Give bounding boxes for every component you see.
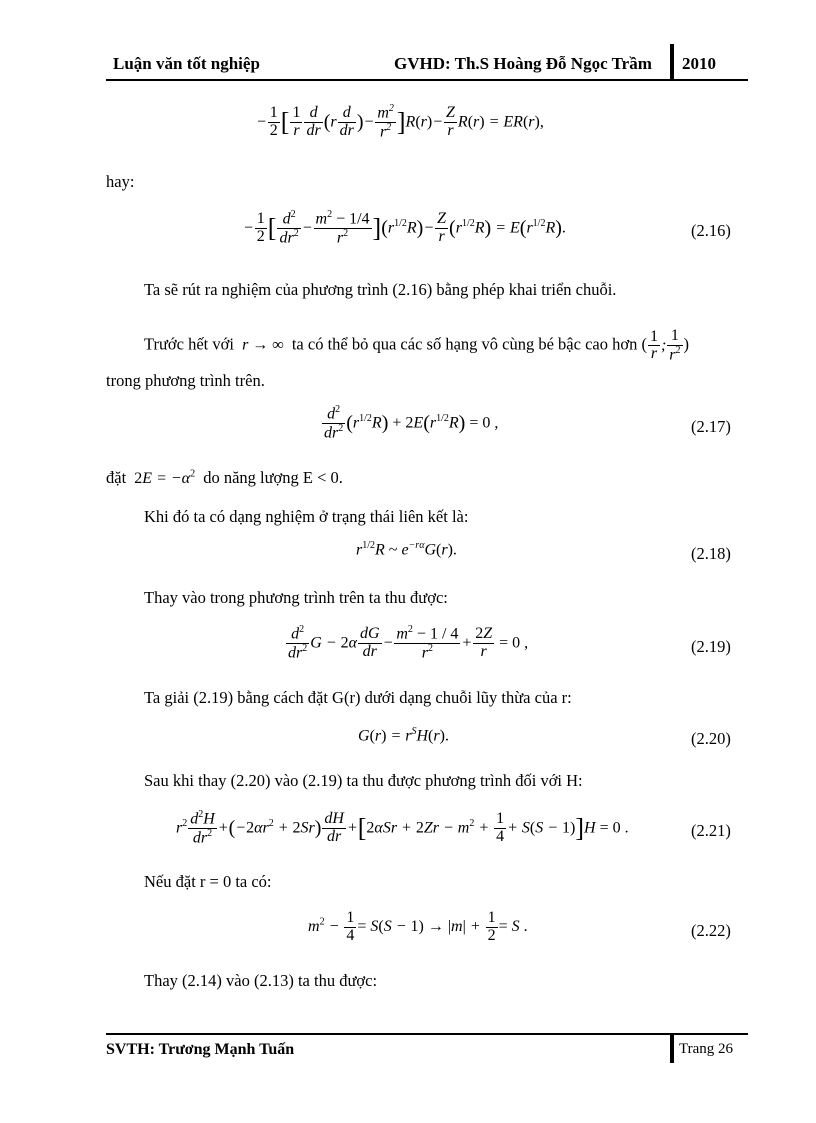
paragraph: Ta giải (2.19) bằng cách đặt G(r) dưới dạng chuỗi lũy thừa của r: xyxy=(144,688,572,707)
paragraph: Trước hết với r → ∞ ta có thể bỏ qua các số hạng vô cùng bé bậc cao hơn ( $\frac{1}{r}$ ; $\frac{1}{r^2}$ ) xyxy=(144,327,689,364)
paragraph-part: Trước hết với xyxy=(144,334,234,354)
footer-author: SVTH: Trương Mạnh Tuấn xyxy=(106,1041,295,1058)
paragraph: Ta sẽ rút ra nghiệm của phương trình (2.16) bằng phép khai triển chuỗi. xyxy=(144,280,617,299)
footer-rule xyxy=(106,1033,748,1035)
paragraph: Thay (2.14) vào (2.13) ta thu được: xyxy=(144,971,378,990)
paragraph-part: đặt xyxy=(106,468,127,487)
footer-page-number: Trang 26 xyxy=(679,1041,734,1057)
paragraph: Sau khi thay (2.20) vào (2.19) ta thu được phương trình đối với H: xyxy=(144,771,583,790)
header-left: Luận văn tốt nghiệp xyxy=(113,54,260,73)
equation-2-17: $\frac{d^2}{dr^2}$ $(r^{1/2}R) + 2E(r^{1/2}R) = 0$ , xyxy=(324,404,499,442)
header-supervisor: GVHD: Th.S Hoàng Đỗ Ngọc Trầm xyxy=(394,54,652,73)
equation-2-18: $r^{1/2}R$ ~ $e^{-r\alpha}G(r)$. xyxy=(356,540,457,559)
paragraph-part: ta có thể bỏ qua các số hạng vô cùng bé bậc cao hơn ( xyxy=(291,334,647,354)
equation-number: (2.16) xyxy=(691,221,731,240)
equation-2-22: $m^2$ − $\frac{1}{4}$ = S(S − 1) → |m| + $\frac{1}{2}$ = S . xyxy=(308,909,528,944)
text-hay: hay: xyxy=(106,172,135,191)
paragraph: Khi đó ta có dạng nghiệm ở trạng thái liên kết là: xyxy=(144,507,469,526)
paragraph xyxy=(106,468,343,488)
equation-2-16: − $\frac{1}{2}$ [ $\frac{d^2}{dr^2}$ − $\frac{m^2 - 1/4}{r^2}$ ]$(r^{1/2}R)-$ $\frac{Z}{r}$ $(r^{1/2}R) = E(r^{1/2}R)$. xyxy=(243,209,566,247)
inline-math-orders: $\frac{1}{r}$ ; $\frac{1}{r^2}$ xyxy=(649,327,681,364)
footer-vertical-rule xyxy=(670,1033,674,1063)
equation-number: (2.20) xyxy=(691,729,731,748)
equation-2-20: $G(r) = r^SH(r)$. xyxy=(358,726,449,745)
equation-number: (2.19) xyxy=(691,637,731,656)
equation-number: (2.17) xyxy=(691,417,731,436)
paragraph-part: do năng lượng E < 0. xyxy=(203,468,343,487)
header-vertical-rule xyxy=(670,44,674,80)
inline-math-alpha: $2E = -\alpha^2$ xyxy=(134,468,196,487)
inline-math-r-infinity: r → ∞ xyxy=(238,336,288,354)
header-rule xyxy=(106,79,748,81)
equation-number: (2.21) xyxy=(691,821,731,840)
equation-2-21: $r^2$ $\frac{d^2H}{dr^2}$ $+(-2\alpha r^2 + 2Sr)$ $\frac{dH}{dr}$ $+[2\alpha Sr + 2Zr - m^2$ + $\frac{1}{4}$ + S(S − 1)]H = 0 . xyxy=(176,809,629,847)
equation-number: (2.18) xyxy=(691,544,731,563)
header-year: 2010 xyxy=(682,54,716,73)
equation-radial-laplacian: − $\frac{1}{2}$ [ $\frac{1}{r}$ $\frac{d}{dr}$ (r $\frac{d}{dr}$ )− $\frac{m^2}{r^2}$ ]R(r)− $\frac{Z}{r}$ R(r) = ER(r), xyxy=(256,103,544,141)
equation-2-19: $\frac{d^2}{dr^2}$ G − 2α $\frac{dG}{dr}$ − $\frac{m^2 - 1 / 4}{r^2}$ + $\frac{2Z}{r}$ = 0 , xyxy=(288,624,529,662)
equation-number: (2.22) xyxy=(691,921,731,940)
paragraph: Nếu đặt r = 0 ta có: xyxy=(144,872,272,891)
paragraph: Thay vào trong phương trình trên ta thu được: xyxy=(144,588,448,607)
paragraph: trong phương trình trên. xyxy=(106,371,265,390)
